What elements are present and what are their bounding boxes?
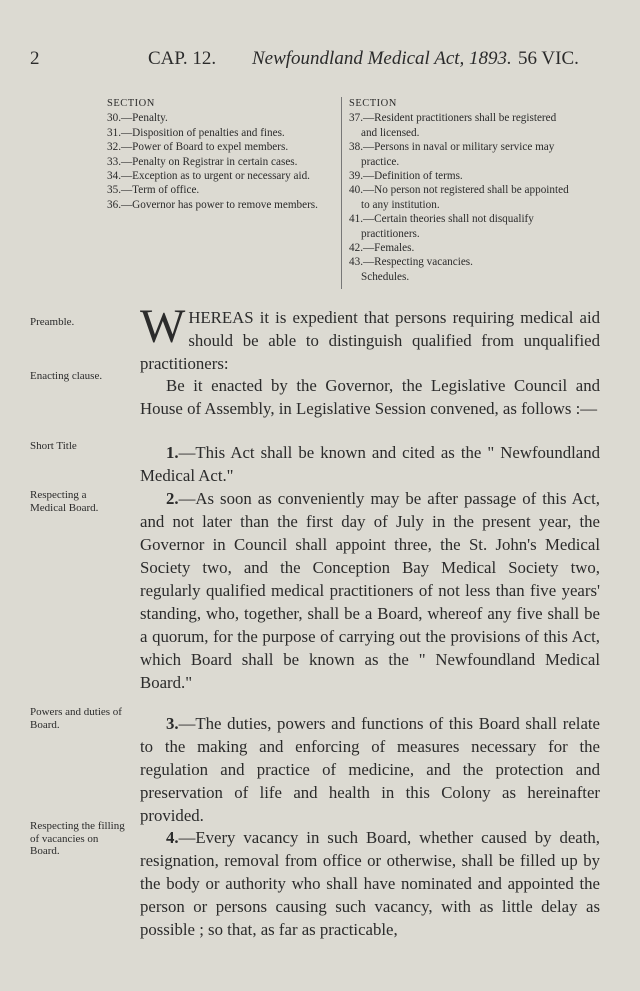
toc-item: 37.—Resident practitioners shall be registered and licensed. — [349, 112, 557, 139]
section-number: 4. — [166, 828, 179, 847]
toc-divider — [341, 97, 342, 289]
toc-item: 39.—Definition of terms. — [349, 170, 463, 183]
section-4 — [140, 826, 600, 941]
toc-item: 40.—No person not registered shall be appointed to any institution. — [349, 184, 569, 211]
enacting-text: Be it enacted by the Governor, the Legislative Council and House of Assembly, in Legislative Session convened, as follows :— — [140, 376, 600, 418]
section-2 — [140, 487, 600, 694]
section-number: 3. — [166, 714, 179, 733]
chapter-label: CAP. 12. — [148, 48, 217, 69]
enacting-paragraph — [140, 374, 600, 420]
toc-item: 30.—Penalty. — [107, 112, 168, 125]
toc-item: 42.—Females. — [349, 242, 415, 255]
margin-note-powers: Powers and duties of Board. — [30, 706, 122, 731]
margin-note-enacting: Enacting clause. — [30, 370, 103, 382]
toc-heading: SECTION — [349, 98, 397, 109]
act-title: Newfoundland Medical Act, 1893. — [252, 48, 512, 69]
toc-item: 33.—Penalty on Registrar in certain cases. — [107, 155, 298, 168]
toc-item: Schedules. — [361, 270, 410, 283]
section-text: —Every vacancy in such Board, whether caused by death, resignation, removal from office or otherwise, shall be filled up by the body or authority who shall have nominated and appointed the person or persons causing such vacancy, with as little delay as possible ; so that, as far as practicable, — [140, 828, 600, 939]
section-text: —The duties, powers and functions of this Board shall relate to the making and enforcing of measures necessary for the regulation and practice of medicine, and the protection and preservation of life and health in this Colony as hereinafter provided. — [140, 714, 600, 825]
toc-item: 36.—Governor has power to remove members. — [107, 198, 318, 211]
section-text: —As soon as conveniently may be after passage of this Act, and not later than the first day of July in the present year, the Governor in Council shall appoint three, the St. John's Medical Society two, and the Conception Bay Medical Society two, regularly qualified medical practitioners of not less than five years' standing, who, together, shall be a Board, whereof any five shall be a quorum, for the purpose of carrying out the provisions of this Act, which Board shall be known as the " Newfoundland Medical Board." — [140, 489, 600, 692]
toc-heading: SECTION — [107, 98, 155, 109]
section-number: 1. — [166, 443, 179, 462]
preamble-paragraph — [140, 300, 600, 375]
page-number: 2 — [30, 48, 40, 69]
toc-item: 41.—Certain theories shall not disqualify practitioners. — [349, 213, 534, 240]
toc-item: 35.—Term of office. — [107, 184, 200, 197]
preamble-text: HEREAS it is expedient that persons requiring medical aid should be able to distinguish qualified from unqualified practitioners: — [140, 308, 600, 373]
toc-item: 43.—Respecting vacancies. — [349, 256, 473, 269]
margin-note-vacancies: Respecting the filling of vacancies on Board. — [30, 820, 125, 857]
section-number: 2. — [166, 489, 179, 508]
toc-item: 31.—Disposition of penalties and fines. — [107, 126, 285, 139]
toc-item: 32.—Power of Board to expel members. — [107, 141, 289, 154]
toc-item: 34.—Exception as to urgent or necessary aid. — [107, 170, 310, 183]
drop-cap: W — [140, 300, 186, 353]
margin-note-preamble: Preamble. — [30, 316, 75, 328]
section-3 — [140, 712, 600, 827]
toc-right-column — [349, 97, 574, 284]
toc-left-column — [107, 97, 332, 212]
toc-item: 38.—Persons in naval or military service may practice. — [349, 141, 555, 168]
regnal-year: 56 VIC. — [518, 48, 579, 69]
margin-note-short-title: Short Title — [30, 440, 77, 452]
section-1 — [140, 441, 600, 487]
section-text: —This Act shall be known and cited as the " Newfoundland Medical Act." — [140, 443, 600, 485]
margin-note-medical-board: Respecting a Medical Board. — [30, 489, 99, 514]
